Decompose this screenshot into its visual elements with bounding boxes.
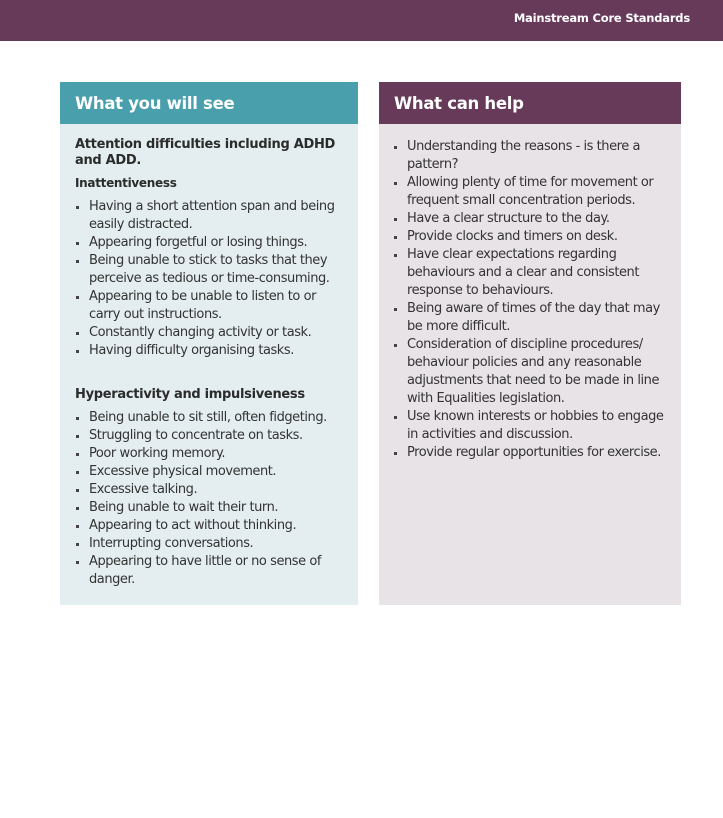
list-item: Interrupting conversations.	[75, 535, 348, 553]
list-item: Appearing to be unable to listen to or carry out instructions.	[75, 288, 348, 324]
subheading-inattentiveness: Inattentiveness	[75, 176, 177, 190]
list-item: Being aware of times of the day that may be more difficult.	[393, 300, 673, 336]
hyperactivity-list	[75, 409, 348, 589]
document-title: Mainstream Core Standards	[513, 11, 690, 25]
panel-body-see	[60, 124, 358, 589]
list-item: Provide clocks and timers on desk.	[393, 228, 673, 246]
list-item: Having difficulty organising tasks.	[75, 342, 348, 360]
list-item: Excessive talking.	[75, 481, 348, 499]
help-list	[393, 138, 673, 462]
intro-text: Attention difficulties including ADHD and ADD.	[75, 137, 336, 168]
list-item: Provide regular opportunities for exercise.	[393, 444, 673, 462]
inattentiveness-list	[75, 198, 348, 360]
list-item: Struggling to concentrate on tasks.	[75, 427, 348, 445]
list-item: Use known interests or hobbies to engage in activities and discussion.	[393, 408, 673, 444]
list-item: Appearing to have little or no sense of danger.	[75, 553, 348, 589]
list-item: Appearing forgetful or losing things.	[75, 234, 348, 252]
panel-heading-help: What can help	[379, 82, 681, 124]
list-item: Have a clear structure to the day.	[393, 210, 673, 228]
what-can-help-panel	[379, 82, 681, 605]
list-item: Appearing to act without thinking.	[75, 517, 348, 535]
list-item: Excessive physical movement.	[75, 463, 348, 481]
list-item: Consideration of discipline procedures/ behaviour policies and any reasonable adjustments that need to be made in line with Equalities legislation.	[393, 336, 673, 408]
panel-body-help	[379, 124, 681, 462]
what-you-will-see-panel	[60, 82, 358, 605]
header-banner	[0, 0, 723, 41]
list-item: Being unable to stick to tasks that they perceive as tedious or time-consuming.	[75, 252, 348, 288]
list-item: Poor working memory.	[75, 445, 348, 463]
list-item: Having a short attention span and being easily distracted.	[75, 198, 348, 234]
subheading-hyperactivity: Hyperactivity and impulsiveness	[75, 387, 305, 402]
list-item: Being unable to sit still, often fidgeting.	[75, 409, 348, 427]
list-item: Have clear expectations regarding behaviours and a clear and consistent response to behaviours.	[393, 246, 673, 300]
list-item: Understanding the reasons - is there a pattern?	[393, 138, 673, 174]
list-item: Allowing plenty of time for movement or frequent small concentration periods.	[393, 174, 673, 210]
list-item: Constantly changing activity or task.	[75, 324, 348, 342]
list-item: Being unable to wait their turn.	[75, 499, 348, 517]
panel-heading-see: What you will see	[60, 82, 358, 124]
